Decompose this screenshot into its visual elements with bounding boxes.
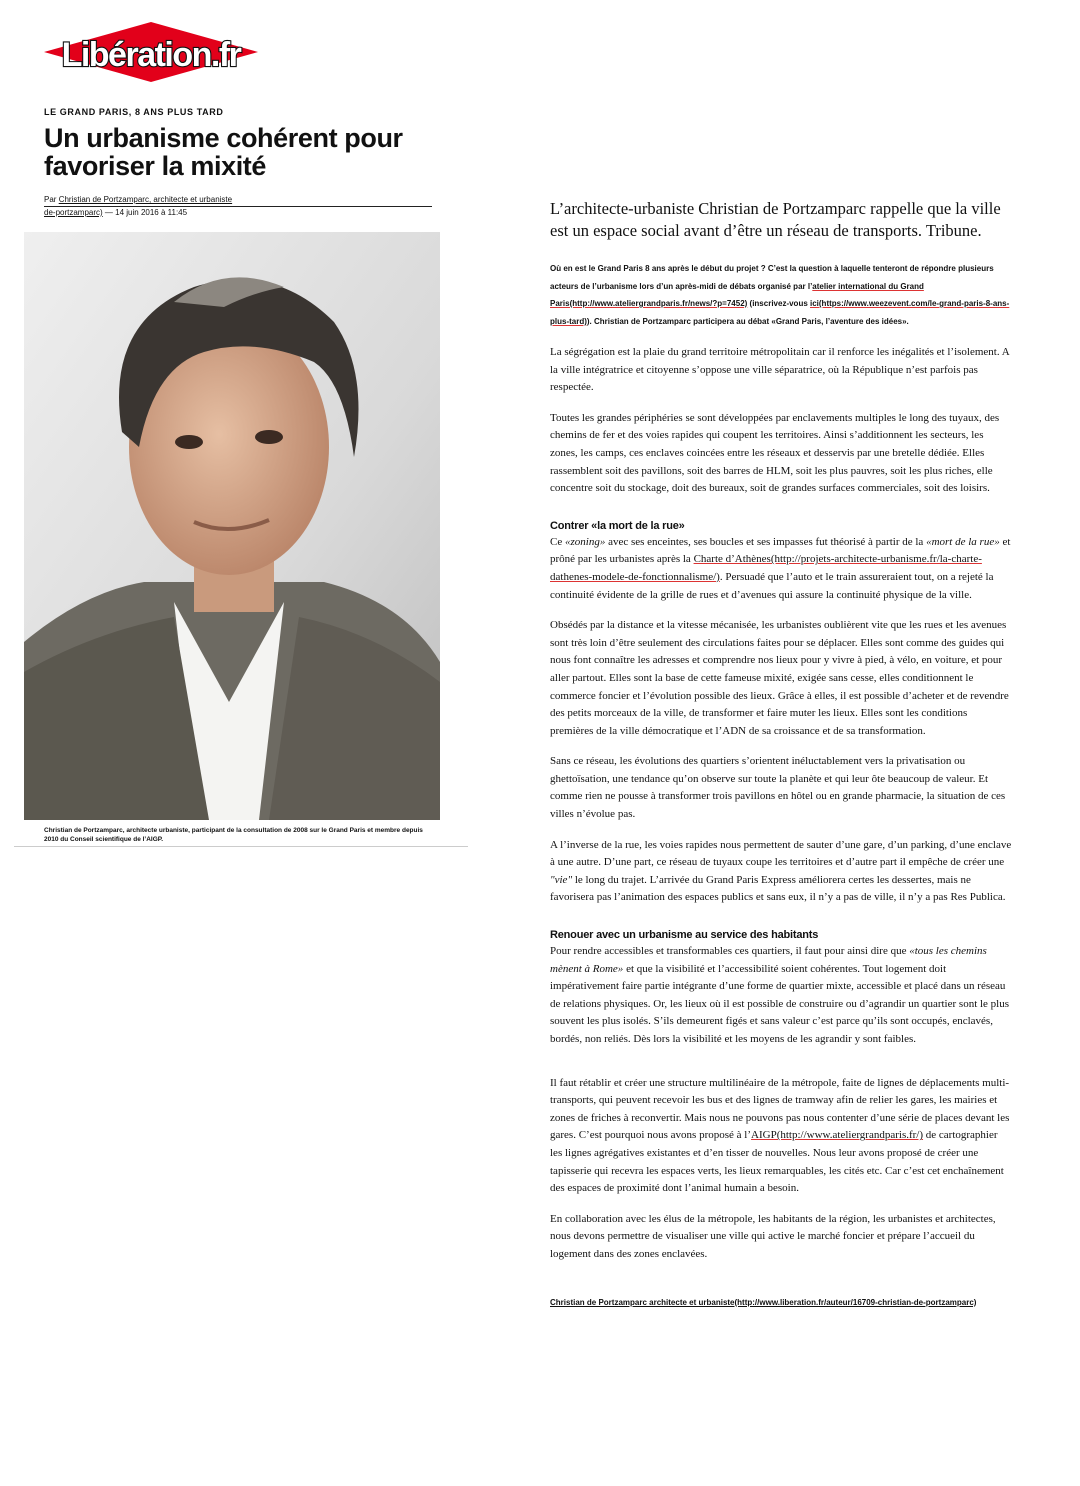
author-signature xyxy=(550,1294,1012,1311)
paragraph: Sans ce réseau, les évolutions des quartiers s’orientent inéluctablement vers la privatisation ou ghettoïsation, une tendance qu’on observe sur toute la planète et qui leur ôte beaucoup de valeur. Et comme rien ne pousse à transformer trois pavillons en hôtel ou en grande pharmacie, la situation de ces villes n’évolue pas. xyxy=(550,755,1006,821)
article-intro xyxy=(550,260,1012,330)
author-photo xyxy=(24,232,440,820)
paragraph: Obsédés par la distance et la vitesse mécanisée, les urbanistes oublièrent vite que les rues et les avenues sont très loin d’être seulement des circulations faites pour se déplacer. Elles sont comme des guides qui nous font connaître les adresses et comprendre nos lieux pour y vivre à pied, à vélo, en voiture, et pour aller partout. Elles sont la base de cette fameuse mixité, exigée sans cesse, elles conditionnent le commerce foncier et l’évolution possible des lieux. Grâce à elles, il est possible d’acheter et de revendre des petits morceaux de la ville, de transformer et faire muter les lieux. Elles sont les conditions premières de la ville démocratique et l’ADN de sa croissance et de sa transformation. xyxy=(550,619,1009,737)
paragraph: Toutes les grandes périphéries se sont développées par enclavements multiples le long des tuyaux, des chemins de fer et des voies rapides qui coupent les territoires. Ainsi s’additionnent les secteurs, les zones, les camps, ces enclaves coincées entre les réseaux et desservis par une bretelle dédiée. Elles rassemblent soit des pavillons, soit des barres de HLM, soit les plus pauvres, soit les plus riches, elle concentre soit du stockage, doit des bureaux, soit de grandes surfaces commerciales, soit des loisirs. xyxy=(550,411,1000,495)
paragraph: La ségrégation est la plaie du grand territoire métropolitain car il renforce les inégalités et l’isolement. A la ville intégratrice et citoyenne s’oppose une ville séparatrice, où la République n’est parfois pas respectée. xyxy=(550,346,1010,394)
register-link[interactable]: ici(https://www.weezevent.com/le-grand-paris-8-ans-plus-tard) xyxy=(550,299,1010,326)
intro-text: ). Christian de Portzamparc participera au débat «Grand Paris, l’aventure des idées». xyxy=(586,316,909,326)
paragraph xyxy=(550,1075,1012,1198)
article-title: Un urbanisme cohérent pour favoriser la mixité xyxy=(44,123,403,181)
publish-date: — 14 juin 2016 à 11:45 xyxy=(104,208,188,217)
paragraph xyxy=(550,837,1012,907)
text: A l’inverse de la rue, les voies rapides nous permettent de sauter d’une gare, d’un parking, d’une enclave à une autre. D’une part, ce réseau de tuyaux coupe les territoires et d’autre part il empêche de créer une xyxy=(550,838,1012,869)
aigp-news-link[interactable]: atelier international du Grand Paris(http://www.ateliergrandparis.fr/news/?p=7452) xyxy=(550,281,924,308)
liberation-logo[interactable] xyxy=(44,16,258,88)
text: Il faut rétablir et créer une structure multilinéaire de la métropole, faite de lignes de déplacements multi-transports, qui peuvent recevoir les bus et des lignes de tramway afin de relier les gares, les mairies et zones de friches à reconvertir. Mais nous ne pouvons pas nous contenter d’une série de places devant les gares. C’est pourquoi nous avons proposé à l’ xyxy=(550,1076,1010,1142)
article-lede: L’architecte-urbaniste Christian de Portzamparc rappelle que la ville est un espace social avant d’être un réseau de transports. Tribune. xyxy=(550,199,1001,240)
paragraph: En collaboration avec les élus de la métropole, les habitants de la région, les urbanistes et architectes, nous devons permettre de visualiser une ville qui active le marché foncier et prépare l’accueil du logement dans des zones enclavées. xyxy=(550,1212,996,1260)
intro-text: Où en est le Grand Paris 8 ans après le début du projet ? C’est la question à laquelle tenteront de répondre plusieurs acteurs de l’urbanisme lors d’un après-midi de débats organisé par l’ xyxy=(550,264,994,291)
text: de cartographier les lignes agrégatives existantes et d’en tisser de nouvelles. Nous leur avons proposé de créer une tapisserie qui recevra les espaces verts, les lieux remarquables, les cités etc. Car c’est cet enchaînement des espaces de proximité dont l’animal humain a besoin. xyxy=(550,1129,1004,1195)
caption-divider xyxy=(14,846,468,847)
text: avec ses enceintes, ses boucles et ses impasses fut théorisé à partir de la xyxy=(605,535,927,548)
author-profile-link[interactable]: Christian de Portzamparc architecte et urbaniste(http://www.liberation.fr/auteur/16709-christian-de-portzamparc) xyxy=(550,1297,977,1307)
text: et prôné par les urbanistes après la xyxy=(550,535,1011,566)
logo-text: Libération.fr xyxy=(61,36,241,74)
portrait-illustration xyxy=(24,232,440,820)
aigp-link[interactable]: AIGP(http://www.ateliergrandparis.fr/) xyxy=(751,1129,924,1142)
paragraph xyxy=(550,943,1012,1049)
text: le long du trajet. L’arrivée du Grand Paris Express améliorera certes les dessertes, mais ne favorisera pas l’animation des espaces publics et sans eux, il n’y a pas de ville, il n’y a pas Res Publica. xyxy=(550,873,1006,904)
intro-text: (inscrivez-vous xyxy=(747,299,810,308)
italic-text: «mort de la rue» xyxy=(926,535,1000,548)
article-body xyxy=(550,198,1012,1311)
text: . Persuadé que l’auto et le train assureraient tout, on a rejeté la continuité évidente de la grille de rues et d’avenues qui assure la continuité physique de la ville. xyxy=(550,570,994,601)
byline xyxy=(44,194,432,219)
text: Pour rendre accessibles et transformables ces quartiers, il faut pour ainsi dire que xyxy=(550,945,910,958)
text: Ce xyxy=(550,535,565,548)
article-kicker: LE GRAND PARIS, 8 ANS PLUS TARD xyxy=(44,107,224,117)
paragraph xyxy=(550,534,1012,604)
section-heading: Contrer «la mort de la rue» xyxy=(550,519,685,532)
italic-text: «tous les chemins mènent à Rome» xyxy=(550,945,987,975)
logo-diamond-icon xyxy=(44,16,258,88)
italic-text: "vie" xyxy=(550,873,573,886)
byline-prefix: Par xyxy=(44,195,57,204)
author-link-continued[interactable]: de-portzamparc) xyxy=(44,208,103,217)
author-link[interactable]: Christian de Portzamparc, architecte et urbaniste xyxy=(58,195,233,204)
photo-caption: Christian de Portzamparc, architecte urbaniste, participant de la consultation de 2008 sur le Grand Paris et membre depuis 2010 du Conseil scientifique de l’AIGP. xyxy=(44,827,423,843)
italic-text: «zoning» xyxy=(564,535,606,548)
text: et que la visibilité et l’accessibilité soient cohérentes. Tout logement doit impérativement faire partie intégrante d’une forme de quartier mixte, accessible et placé dans un réseau de relations physiques. Or, les lieux où il est possible de construire ou d’agrandir un quartier sont le plus souvent les plus isolés. S’ils demeurent figés et sans valeur c’est parce qu’ils sont occupés, enclavés, bordés, non reliés. Dès lors la visibilité et les moyens de les agrandir y sont faibles. xyxy=(550,962,1010,1045)
charte-athenes-link[interactable]: Charte d’Athènes(http://projets-architecte-urbanisme.fr/la-charte-dathenes-modele-de-fonctionnalisme/) xyxy=(550,553,982,583)
section-heading: Renouer avec un urbanisme au service des habitants xyxy=(550,929,819,942)
